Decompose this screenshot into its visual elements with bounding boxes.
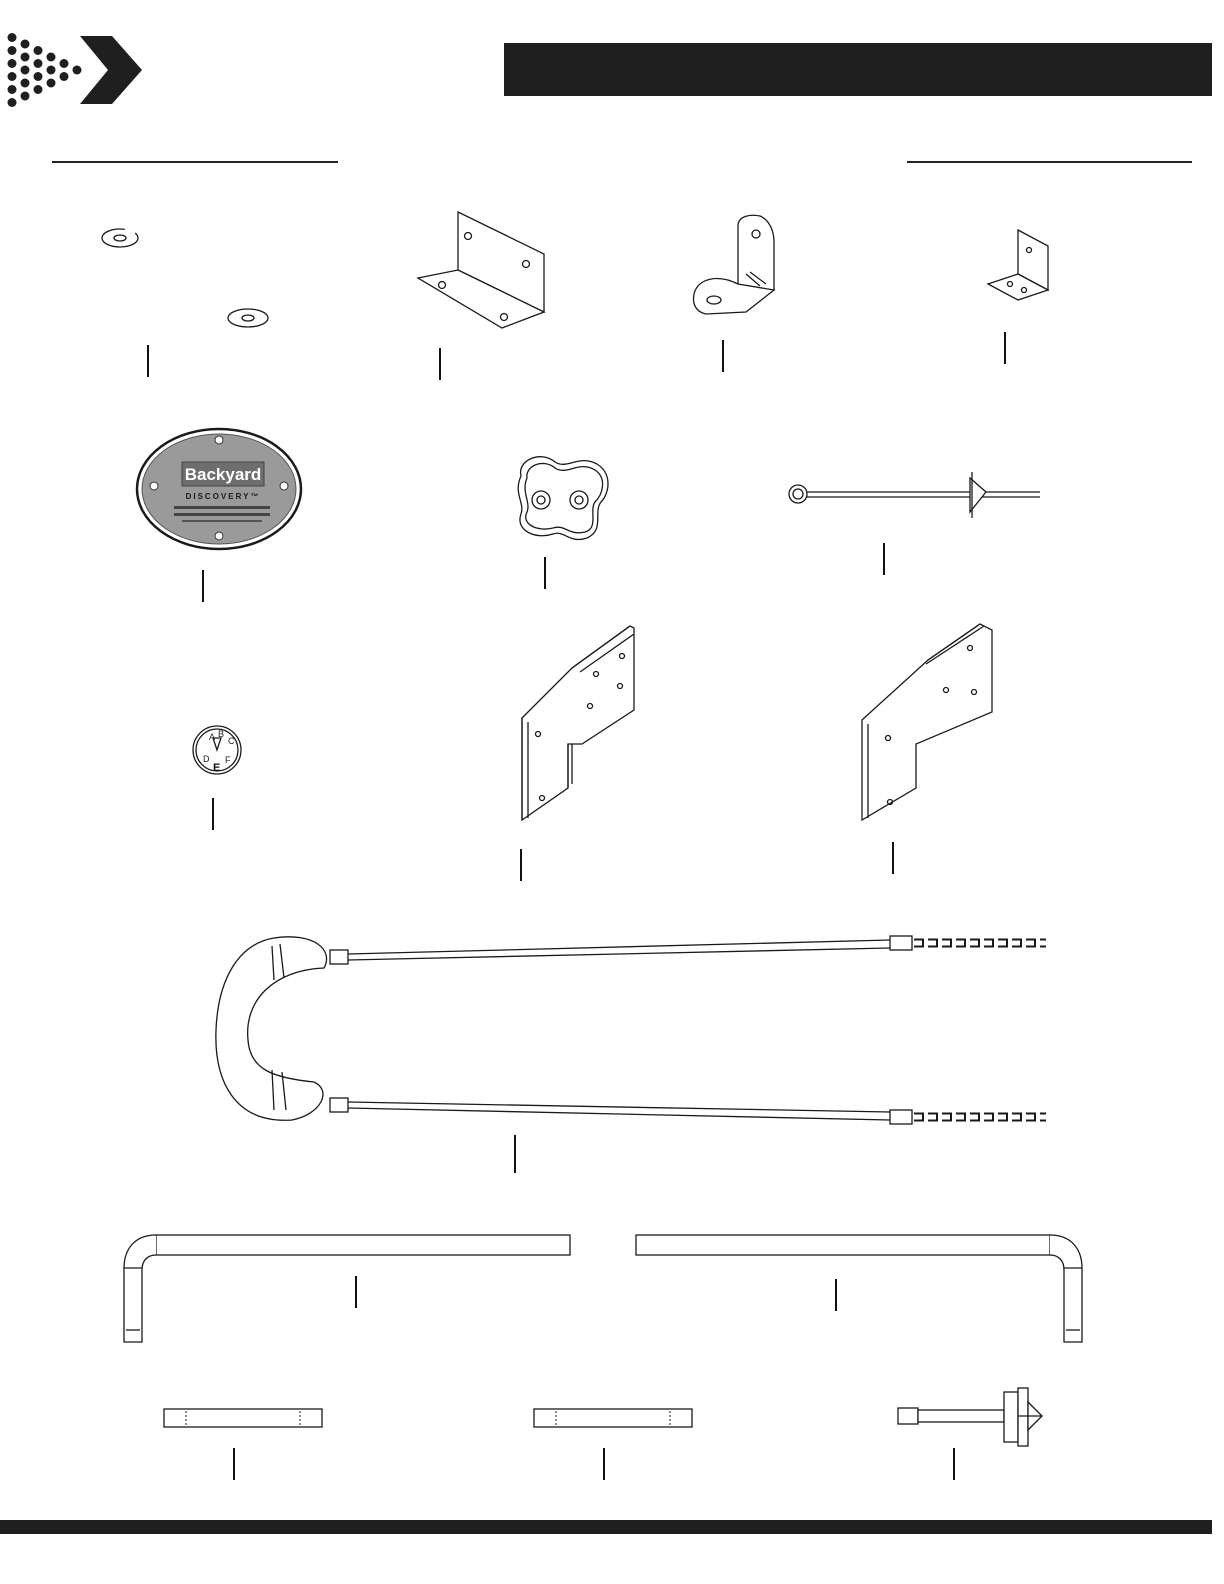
- part-callout-4: [1004, 332, 1006, 364]
- logo-dot: [21, 79, 30, 88]
- swing-bracket-icon: [690, 212, 785, 322]
- plaque-brand: Backyard: [184, 465, 262, 484]
- part-callout-6: [544, 557, 546, 589]
- part-callout-14: [233, 1448, 235, 1480]
- footer-bar: [0, 1520, 1212, 1534]
- part-callout-10: [892, 842, 894, 874]
- rock-hold-icon: [505, 446, 615, 546]
- small-angle-bracket-icon: [984, 228, 1054, 303]
- logo-dot: [47, 79, 56, 88]
- logo-dot: [21, 92, 30, 101]
- part-callout-5: [202, 570, 204, 602]
- part-callout-2: [439, 348, 441, 380]
- grab-handle-icon: [98, 198, 278, 338]
- logo-dot: [8, 59, 17, 68]
- logo-dot: [21, 40, 30, 49]
- part-callout-1: [147, 345, 149, 377]
- disc-letter-c: C: [228, 736, 235, 746]
- logo-dot: [8, 98, 17, 107]
- coupler-rod-icon: [530, 1404, 696, 1432]
- belt-swing-with-chains-icon: [214, 930, 1064, 1130]
- logo-dot: [34, 46, 43, 55]
- logo-dot: [8, 46, 17, 55]
- logo-dot: [47, 66, 56, 75]
- header-title-bar: [504, 43, 1212, 96]
- logo-plaque-icon: [134, 426, 304, 552]
- part-callout-7: [883, 543, 885, 575]
- logo-dot: [34, 59, 43, 68]
- logo-dot: [60, 72, 69, 81]
- disc-letter-d: D: [203, 754, 210, 764]
- logo-dot: [21, 66, 30, 75]
- part-callout-15: [603, 1448, 605, 1480]
- right-corner-bracket-icon: [858, 620, 998, 825]
- dotted-chevron-arrow-icon: [0, 30, 150, 110]
- section-rule-left: [52, 161, 338, 163]
- logo-dot: [34, 72, 43, 81]
- left-swing-beam-rod-icon: [120, 1230, 575, 1350]
- part-callout-9: [520, 849, 522, 881]
- disc-letter-e: E: [213, 762, 221, 774]
- position-indicator-disc-icon: [191, 724, 243, 776]
- section-rule-right: [907, 161, 1192, 163]
- right-swing-beam-rod-icon: [632, 1230, 1087, 1350]
- logo-dot: [21, 53, 30, 62]
- part-callout-16: [953, 1448, 955, 1480]
- header-title: [504, 54, 520, 84]
- part-callout-12: [355, 1276, 357, 1308]
- part-callout-11: [514, 1135, 516, 1173]
- logo-dot: [47, 53, 56, 62]
- logo-dot: [8, 72, 17, 81]
- disc-letter-b: B: [218, 729, 225, 739]
- coupler-rod-icon: [160, 1404, 326, 1432]
- part-callout-3: [722, 340, 724, 372]
- part-callout-8: [212, 798, 214, 830]
- logo-dot: [60, 59, 69, 68]
- anchor-driver-bit-icon: [892, 1384, 1052, 1450]
- logo-dot: [8, 33, 17, 42]
- plaque-subbrand: DISCOVERY™: [185, 492, 261, 501]
- disc-letter-a: A: [209, 732, 216, 742]
- z-bracket-icon: [416, 210, 551, 335]
- ground-stake-icon: [786, 470, 1046, 520]
- left-corner-bracket-icon: [514, 620, 644, 830]
- disc-letter-f: F: [225, 755, 231, 765]
- logo-dot: [34, 85, 43, 94]
- logo-dot: [8, 85, 17, 94]
- logo-dot: [73, 66, 82, 75]
- part-callout-13: [835, 1279, 837, 1311]
